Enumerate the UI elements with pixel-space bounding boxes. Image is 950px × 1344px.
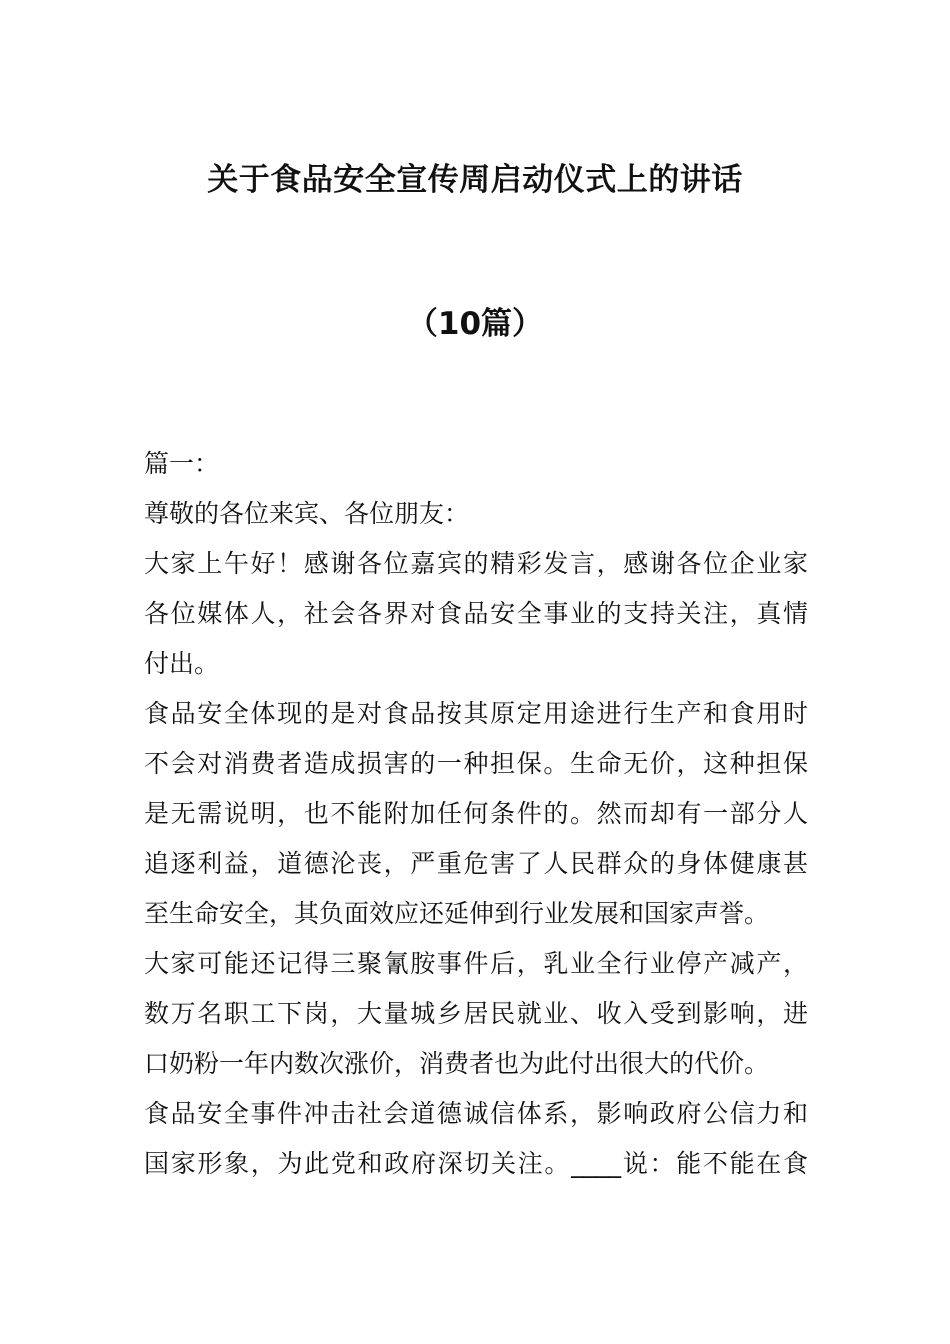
body-line: 是无需说明，也不能附加任何条件的。然而却有一部分人: [144, 799, 808, 828]
section-heading: 篇一：: [144, 449, 220, 478]
body-line: 口奶粉一年内数次涨价，消费者也为此付出很大的代价。: [144, 1049, 770, 1078]
body-line: 付出。: [144, 649, 220, 678]
document-subtitle: （10篇）: [406, 306, 544, 342]
document-body: [144, 439, 808, 1189]
body-line: 各位媒体人，社会各界对食品安全事业的支持关注，真情: [144, 599, 808, 628]
body-line: 食品安全体现的是对食品按其原定用途进行生产和食用时: [144, 699, 808, 728]
body-line: 大家可能还记得三聚氰胺事件后，乳业全行业停产减产，: [144, 949, 808, 978]
body-line: 国家形象，为此党和政府深切关注。____说：能不能在食: [144, 1149, 808, 1178]
body-line: 追逐利益，道德沦丧，严重危害了人民群众的身体健康甚: [144, 849, 808, 878]
body-line: 至生命安全，其负面效应还延伸到行业发展和国家声誉。: [144, 899, 770, 928]
salutation: 尊敬的各位来宾、各位朋友：: [144, 499, 470, 528]
document-title: 关于食品安全宣传周启动仪式上的讲话: [207, 162, 743, 198]
body-line: 数万名职工下岗，大量城乡居民就业、收入受到影响，进: [144, 999, 808, 1028]
body-line: 不会对消费者造成损害的一种担保。生命无价，这种担保: [144, 749, 808, 778]
body-line: 大家上午好！感谢各位嘉宾的精彩发言，感谢各位企业家: [144, 549, 808, 578]
body-line: 食品安全事件冲击社会道德诚信体系，影响政府公信力和: [144, 1099, 808, 1128]
